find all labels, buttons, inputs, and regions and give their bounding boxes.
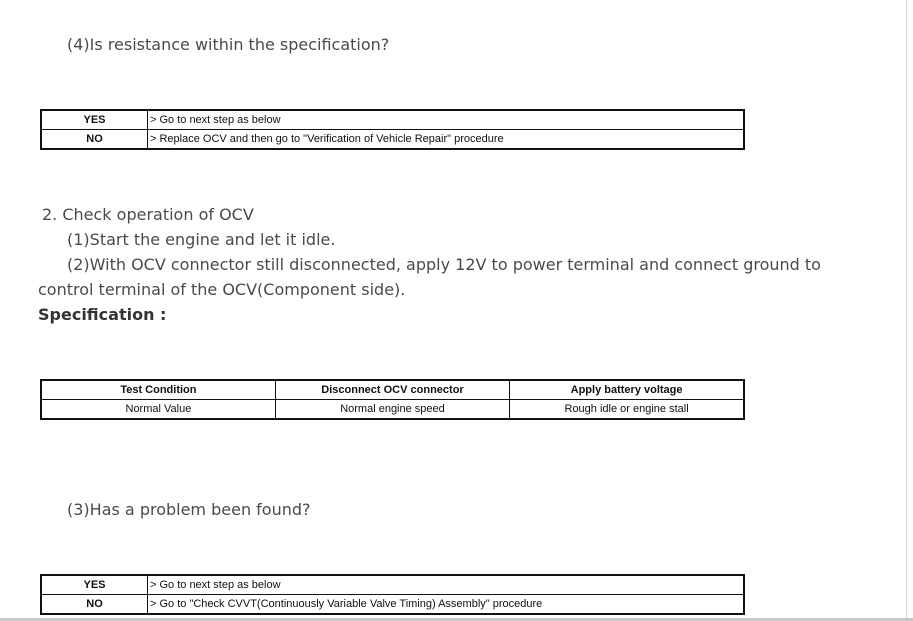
cell-normal-value: Normal Value — [41, 400, 275, 420]
result-table-2 — [40, 574, 745, 615]
table-row — [41, 575, 744, 595]
page-right-edge — [906, 0, 907, 621]
yes-action: > Go to next step as below — [148, 575, 745, 595]
step4-question: (4)Is resistance within the specification? — [67, 35, 390, 54]
section2-step2-line1: (2)With OCV connector still disconnected, apply 12V to power terminal and connect ground to — [67, 255, 821, 274]
section2-step1: (1)Start the engine and let it idle. — [67, 230, 336, 249]
yes-action: > Go to next step as below — [148, 110, 745, 130]
table-header-row — [41, 380, 744, 400]
table-row — [41, 110, 744, 130]
section2-heading: 2. Check operation of OCV — [42, 205, 254, 224]
header-apply-voltage: Apply battery voltage — [510, 380, 744, 400]
specification-label: Specification : — [38, 305, 167, 324]
no-label: NO — [41, 595, 148, 615]
no-action: > Go to "Check CVVT(Continuously Variable Valve Timing) Assembly" procedure — [148, 595, 745, 615]
table-row — [41, 400, 744, 420]
cell-rough-idle: Rough idle or engine stall — [510, 400, 744, 420]
section2-step2-line2: control terminal of the OCV(Component side). — [38, 280, 406, 299]
yes-label: YES — [41, 575, 148, 595]
table-row — [41, 595, 744, 615]
cell-normal-engine-speed: Normal engine speed — [275, 400, 509, 420]
step3-question: (3)Has a problem been found? — [67, 500, 311, 519]
header-disconnect-ocv: Disconnect OCV connector — [275, 380, 509, 400]
table-row — [41, 130, 744, 150]
specification-table — [40, 379, 745, 420]
header-test-condition: Test Condition — [41, 380, 275, 400]
no-label: NO — [41, 130, 148, 150]
yes-label: YES — [41, 110, 148, 130]
no-action: > Replace OCV and then go to "Verification of Vehicle Repair" procedure — [148, 130, 745, 150]
result-table-1 — [40, 109, 745, 150]
